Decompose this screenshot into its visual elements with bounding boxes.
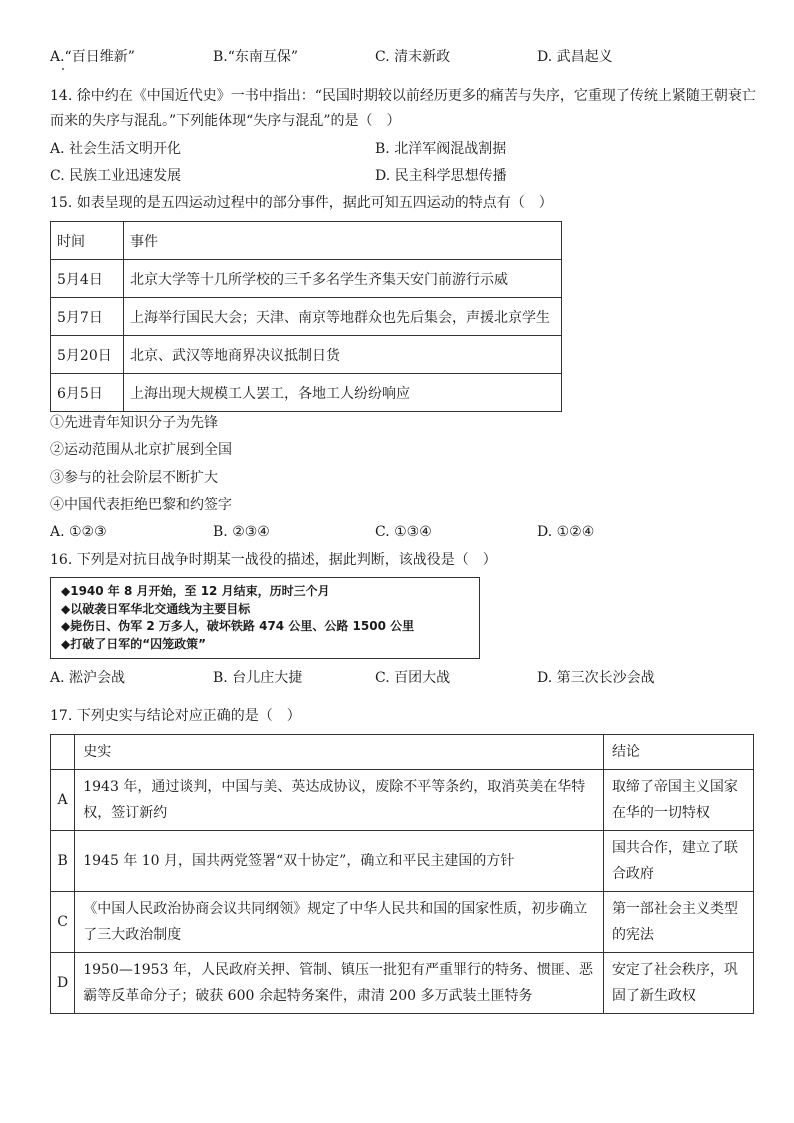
q14-options-row2 [50,166,750,186]
q15-header-event: 事件 [124,222,562,260]
table-row [51,770,754,831]
q16-box-line: ◆以破袭日军华北交通线为主要目标 [61,601,251,616]
q17-row-label: A [51,770,75,831]
q16-box-line: ◆1940 年 8 月开始，至 12 月结束，历时三个月 [61,584,330,598]
stray-dot [62,68,64,70]
q14-option-b: B. 北洋军阀混战割据 [375,141,507,157]
q16-option-b: B. 台儿庄大捷 [213,670,303,686]
q17-table [50,734,754,1014]
q17-stem: 17. 下列史实与结论对应正确的是（ ） [50,708,301,724]
q15-cell-event: 上海出现大规模工人罢工，各地工人纷纷响应 [124,374,562,412]
q15-cell-time: 5月4日 [51,260,124,298]
table-row [51,374,562,412]
table-row [51,953,754,1014]
table-row [51,892,754,953]
q15-cell-time: 5月20日 [51,336,124,374]
q17-row-label: C [51,892,75,953]
table-row [51,831,754,892]
q15-cell-event: 北京大学等十几所学校的三千多名学生齐集天安门前游行示威 [124,260,562,298]
q15-option-d: D. ①②④ [537,524,595,540]
q15-header-time: 时间 [51,222,124,260]
q15-statement-3: ③参与的社会阶层不断扩大 [50,470,218,486]
q17-header-label [51,735,75,770]
q17-row-fact: 《中国人民政治协商会议共同纲领》规定了中华人民共和国的国家性质，初步确立了三大政治制度 [75,892,604,953]
q16-options [50,668,750,688]
q15-options [50,522,750,542]
q16-option-a: A. 淞沪会战 [50,670,126,686]
q14-stem-line1: 14. 徐中约在《中国近代史》一书中指出：“民国时期较以前经历更多的痛苦与失序，它重现了传统上紧随王朝衰亡 [50,88,756,104]
q15-statement-1: ①先进青年知识分子为先锋 [50,415,218,431]
q16-description-box [50,577,480,659]
q15-statement-2: ②运动范围从北京扩展到全国 [50,442,232,458]
q15-cell-time: 5月7日 [51,298,124,336]
q17-header-fact: 史实 [75,735,604,770]
q14-stem-line2: 而来的失序与混乱。”下列能体现“失序与混乱”的是（ ） [50,113,401,129]
q17-header-conclusion: 结论 [603,735,753,770]
table-row [51,298,562,336]
q16-option-d: D. 第三次长沙会战 [537,670,655,686]
q17-row-label: B [51,831,75,892]
q15-cell-time: 6月5日 [51,374,124,412]
table-row [51,260,562,298]
q15-cell-event: 上海举行国民大会；天津、南京等地群众也先后集会，声援北京学生 [124,298,562,336]
q17-row-fact: 1943 年，通过谈判，中国与美、英达成协议，废除不平等条约，取消英美在华特权，签订新约 [75,770,604,831]
q16-box-line: ◆打破了日军的“囚笼政策” [61,636,207,651]
q17-row-fact: 1950—1953 年，人民政府关押、管制、镇压一批犯有严重罪行的特务、惯匪、恶霸等反革命分子；破获 600 余起特务案件，肃清 200 多万武装土匪特务 [75,953,604,1014]
q13-options [50,47,750,67]
q13-option-a: A.“百日维新” [50,49,135,65]
q17-row-conclusion: 安定了社会秩序，巩固了新生政权 [603,953,753,1014]
q16-box-line: ◆毙伤日、伪军 2 万多人，破坏铁路 474 公里、公路 1500 公里 [61,619,415,633]
q17-row-conclusion: 取缔了帝国主义国家在华的一切特权 [603,770,753,831]
q14-option-d: D. 民主科学思想传播 [375,168,507,184]
q17-row-fact: 1945 年 10 月，国共两党签署“双十协定”，确立和平民主建国的方针 [75,831,604,892]
q17-row-conclusion: 第一部社会主义类型的宪法 [603,892,753,953]
q13-option-b: B.“东南互保” [213,49,299,65]
q13-option-d: D. 武昌起义 [537,49,613,65]
q15-table [50,221,562,412]
q16-stem: 16. 下列是对抗日战争时期某一战役的描述，据此判断，该战役是（ ） [50,552,497,568]
q14-option-c: C. 民族工业迅速发展 [50,168,182,184]
q17-row-conclusion: 国共合作，建立了联合政府 [603,831,753,892]
q15-table-header [51,222,562,260]
q14-option-a: A. 社会生活文明开化 [50,141,182,157]
q15-stem: 15. 如表呈现的是五四运动过程中的部分事件，据此可知五四运动的特点有（ ） [50,195,553,211]
q15-statement-4: ④中国代表拒绝巴黎和约签字 [50,497,232,513]
q16-option-c: C. 百团大战 [375,670,451,686]
q17-table-header [51,735,754,770]
q13-option-c: C. 清末新政 [375,49,451,65]
q15-option-c: C. ①③④ [375,524,432,540]
q17-row-label: D [51,953,75,1014]
q15-option-a: A. ①②③ [50,524,107,540]
q14-options-row1 [50,139,750,159]
table-row [51,336,562,374]
q15-option-b: B. ②③④ [213,524,270,540]
q15-cell-event: 北京、武汉等地商界决议抵制日货 [124,336,562,374]
